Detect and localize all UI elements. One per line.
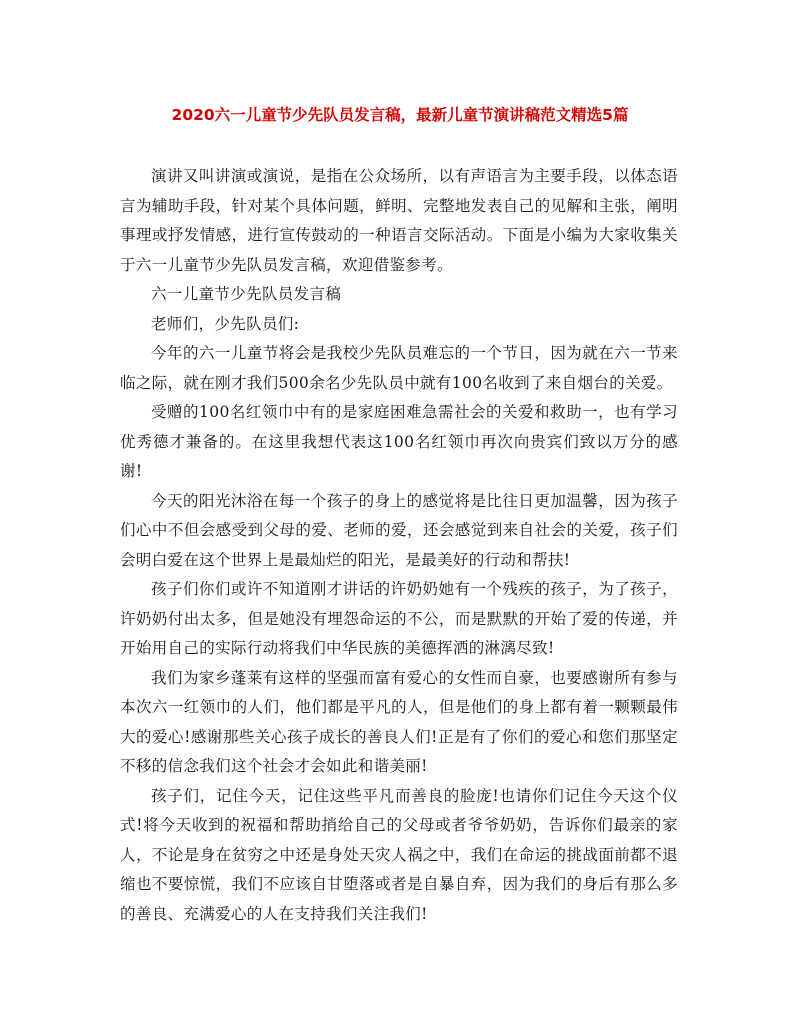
paragraph-body: 孩子们你们或许不知道刚才讲话的许奶奶她有一个残疾的孩子，为了孩子，许奶奶付出太多，但是她没有埋怨命运的不公，而是默默的开始了爱的传递，并开始用自己的实际行动将我们中华民族的美德挥洒的淋漓尽致! (120, 580, 678, 657)
paragraph-body: 孩子们，记住今天，记住这些平凡而善良的脸庞!也请你们记住今天这个仪式!将今天收到的祝福和帮助捎给自己的父母或者爷爷奶奶，告诉你们最亲的家人，不论是身在贫穷之中还是身处天灾人祸之中，我们在命运的挑战面前都不退缩也不要惊慌，我们不应该自甘堕落或者是自暴自弃，因为我们的身后有那么多的善良、充满爱心的人在支持我们关注我们! (120, 786, 678, 923)
paragraph-salutation: 老师们，少先队员们: (151, 314, 300, 333)
paragraph-body: 今天的阳光沐浴在每一个孩子的身上的感觉将是比往日更加温馨，因为孩子们心中不但会感受到父母的爱、老师的爱，还会感觉到来自社会的关爱，孩子们会明白爱在这个世界上是最灿烂的阳光，是最美好的行动和帮扶! (120, 491, 678, 569)
document-title: 2020六一儿童节少先队员发言稿，最新儿童节演讲稿范文精选5篇 (171, 106, 629, 124)
paragraph-body: 我们为家乡蓬莱有这样的坚强而富有爱心的女性而自豪，也要感谢所有参与本次六一红领巾的人们，他们都是平凡的人，但是他们的身上都有着一颗颗最伟大的爱心!感谢那些关心孩子成长的善良人们!正是有了你们的爱心和您们那坚定不移的信念我们这个社会才会如此和谐美丽! (120, 668, 678, 775)
paragraph-body: 受赠的100名红领巾中有的是家庭困难急需社会的关爱和救助一，也有学习优秀德才兼备的。在这里我想代表这100名红领巾再次向贵宾们致以万分的感谢! (120, 403, 678, 480)
paragraph-section-heading: 六一儿童节少先队员发言稿 (151, 285, 342, 303)
document-body (120, 162, 678, 929)
paragraph-intro: 演讲又叫讲演或演说，是指在公众场所，以有声语言为主要手段，以体态语言为辅助手段，针对某个具体问题，鲜明、完整地发表自己的见解和主张，阐明事理或抒发情感，进行宣传鼓动的一种语言交际活动。下面是小编为大家收集关于六一儿童节少先队员发言稿，欢迎借鉴参考。 (120, 167, 678, 274)
paragraph-body: 今年的六一儿童节将会是我校少先队员难忘的一个节日，因为就在六一节来临之际，就在刚才我们500余名少先队员中就有100名收到了来自烟台的关爱。 (120, 344, 678, 392)
